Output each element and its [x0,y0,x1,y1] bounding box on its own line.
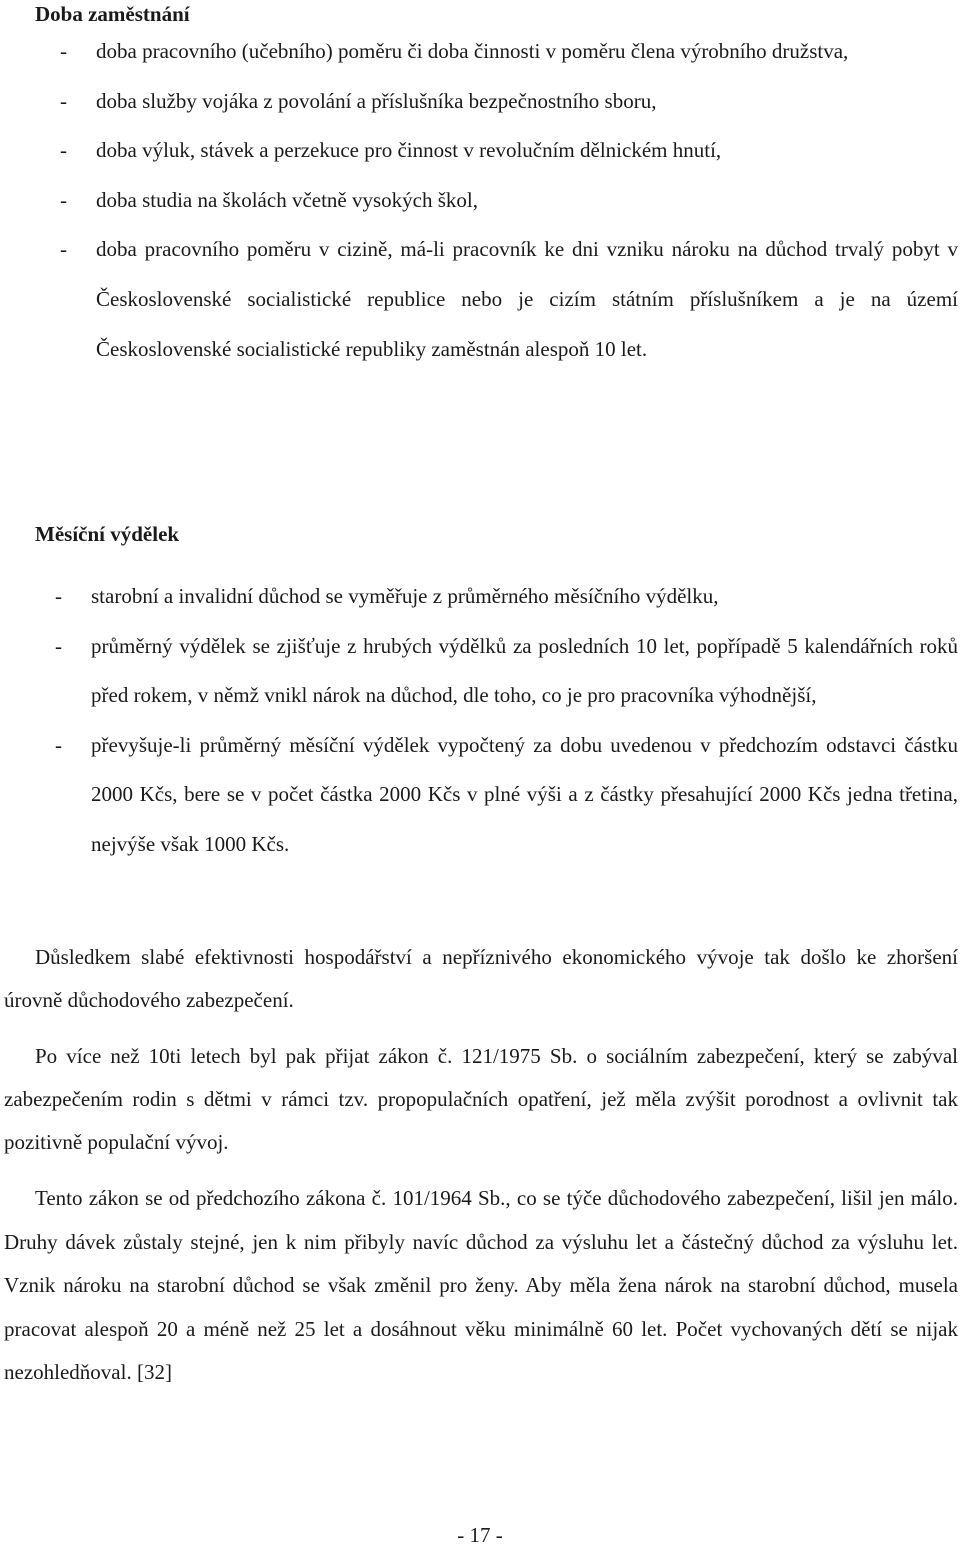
list-dash: - [55,732,62,757]
list-dash: - [60,39,67,63]
section-heading-mesicni-vydelek: Měsíční výdělek [35,522,180,546]
list-dash: - [60,237,67,262]
list-item-text: převyšuje-li průměrný měsíční výdělek vypočtený za dobu uvedenou v předchozím odstavci částku 2000 Kčs, bere se v počet částka 2000 Kčs v plné výši a z částky přesahující 2000 Kčs jedna třetina, nejvýše však 1000 Kčs. [91,732,958,856]
list-item [60,176,958,226]
list-item [55,572,958,622]
page-number: - 17 - [457,1523,503,1547]
list-dash: - [60,138,67,163]
list-dash: - [55,633,62,658]
list-item-text: doba studia na školách včetně vysokých škol, [96,187,478,212]
list-item [60,126,958,176]
monthly-earnings-list [55,572,958,870]
list-item-text: průměrný výdělek se zjišťuje z hrubých výdělků za posledních 10 let, popřípadě 5 kalendářních roků před rokem, v němž vnikl nárok na důchod, dle toho, co je pro pracovníka výhodnější, [91,633,958,708]
list-item-text: doba pracovního poměru v cizině, má-li pracovník ke dni vzniku nároku na důchod trvalý pobyt v Československé socialistické republice nebo je cizím státním příslušníkem a je na území Československé socialistické republiky zaměstnán alespoň 10 let. [96,237,958,361]
list-item [60,27,958,77]
employment-period-list [60,27,958,374]
list-item-text: doba pracovního (učebního) poměru či doba činnosti v poměru člena výrobního družstva, [96,39,849,63]
paragraph-zhorseni: Důsledkem slabé efektivnosti hospodářství a nepříznivého ekonomického vývoje tak došlo ke zhoršení úrovně důchodového zabezpečení. [4,945,958,1012]
list-item-text: doba služby vojáka z povolání a příslušníka bezpečnostního sboru, [96,88,657,113]
list-item [55,622,958,721]
section-heading-doba-zamestnani: Doba zaměstnání [35,2,190,26]
list-item [55,721,958,870]
list-dash: - [55,584,62,608]
list-item-text: doba výluk, stávek a perzekuce pro činnost v revolučním dělnickém hnutí, [96,138,722,163]
list-item [60,77,958,127]
list-item [60,225,958,374]
paragraph-zakon-121-1975: Po více než 10ti letech byl pak přijat zákon č. 121/1975 Sb. o sociálním zabezpečení, který se zabýval zabezpečením rodin s dětmi v rámci tzv. propopulačních opatření, jež měla zvýšit porodnost a ovlivnit tak pozitivně populační vývoj. [4,1044,958,1154]
list-dash: - [60,88,67,113]
list-item-text: starobní a invalidní důchod se vyměřuje z průměrného měsíčního výdělku, [91,584,719,608]
paragraph-zakon-rozdily: Tento zákon se od předchozího zákona č. 101/1964 Sb., co se týče důchodového zabezpečení, lišil jen málo. Druhy dávek zůstaly stejné, jen k nim přibyly navíc důchod za výsluhu let a částečný důchod za výsluhu let. Vznik nároku na starobní důchod se však změnil pro ženy. Aby měla žena nárok na starobní důchod, musela pracovat alespoň 20 a méně než 25 let a dosáhnout věku minimálně 60 let. Počet vychovaných dětí se nijak nezohledňoval. [32] [4,1186,958,1384]
list-dash: - [60,187,67,212]
